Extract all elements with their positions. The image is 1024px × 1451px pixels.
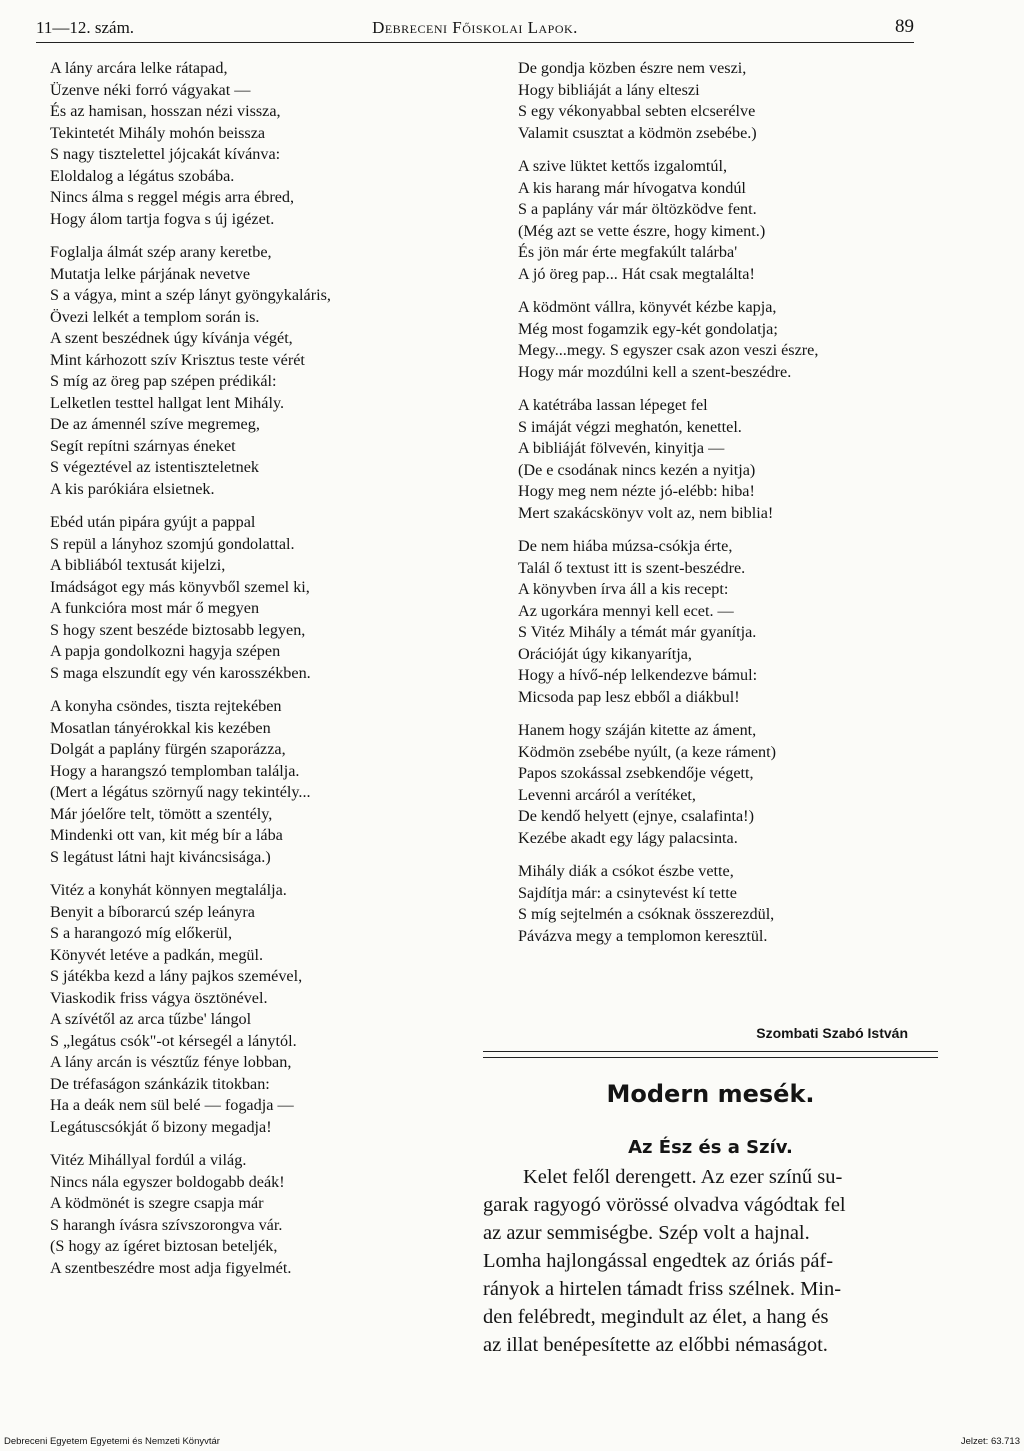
poem-line: Hogy bibliáját a lány elteszi <box>518 80 700 99</box>
poem-line: Talál ő textust itt is szent-beszédre. <box>518 558 746 577</box>
poem-line: Pávázva megy a templomon keresztül. <box>518 926 768 945</box>
page-number: 89 <box>895 16 914 37</box>
poem-line: Mosatlan tányérokkal kis kezében <box>50 718 271 737</box>
prose-line: rányok a hirtelen támadt friss szélnek. Min- <box>483 1278 842 1300</box>
poem-line: S a paplány vár már öltözködve fent. <box>518 200 757 218</box>
poem-line: Hogy a hívő-nép lelkendezve bámul: <box>518 666 758 684</box>
author-signature: Szombati Szabó István <box>756 1025 908 1041</box>
poem-line: És jön már érte megfakúlt talárba' <box>518 243 738 261</box>
poem-line: Üzenve néki forró vágyakat — <box>50 80 251 99</box>
poem-line: De gondja közben észre nem veszi, <box>518 59 747 77</box>
poem-stanza <box>50 512 470 684</box>
poem-line: De kendő helyett (ejnye, csalafinta!) <box>518 807 754 825</box>
poem-line: Lelketlen testtel hallgat lent Mihály. <box>50 393 285 412</box>
poem-line: A ködmönét is szegre csapja már <box>50 1194 264 1212</box>
poem-line: Ködmön zsebébe nyúlt, (a keze ráment) <box>518 742 776 761</box>
section-divider <box>483 1051 938 1058</box>
poem-line: Micsoda pap lesz ebből a diákbul! <box>518 687 740 706</box>
poem-line: S egy vékonyabbal sebten elcserélve <box>518 102 756 120</box>
prose-line: az illat benépesítette az előbbi némaságot. <box>483 1334 828 1356</box>
poem-line: Nincs álma s reggel mégis arra ébred, <box>50 188 295 206</box>
poem-line: Mert szakácskönyv volt az, nem biblia! <box>518 503 774 522</box>
poem-line: És az hamisan, hosszan nézi vissza, <box>50 102 281 120</box>
poem-line: S a harangozó míg előkerül, <box>50 924 233 942</box>
poem-line: Vitéz a konyhát könnyen megtalálja. <box>50 881 287 899</box>
poem-line: S maga elszundít egy vén karosszékben. <box>50 663 311 682</box>
journal-title: Debreceni Főiskolai Lapok. <box>372 18 578 37</box>
poem-line: A ködmönt vállra, könyvét kézbe kapja, <box>518 298 777 316</box>
poem-line: (Még azt se vette észre, hogy kiment.) <box>518 221 766 240</box>
poem-line: Megy...megy. S egyszer csak azon veszi észre, <box>518 341 819 359</box>
section-title: Modern mesék. <box>606 1080 815 1108</box>
poem-line: A lány arcára lelke rátapad, <box>50 59 228 77</box>
poem-stanza <box>50 696 470 868</box>
poem-line: Levenni arcáról a verítéket, <box>518 785 696 804</box>
page-header <box>36 12 914 43</box>
poem-line: Kezébe akadt egy lágy palacsinta. <box>518 828 738 847</box>
poem-line: Könyvét letéve a padkán, megül. <box>50 945 264 964</box>
poem-line: Legátuscsókját ő bizony megadja! <box>50 1117 272 1136</box>
library-credit: Debreceni Egyetem Egyetemi és Nemzeti Könyvtár <box>4 1436 220 1447</box>
prose-line: den felébredt, megindult az élet, a hang és <box>483 1306 829 1328</box>
poem-line: S Vitéz Mihály a témát már gyanítja. <box>518 623 757 641</box>
poem-line: S repül a lányhoz szomjú gondolattal. <box>50 534 295 553</box>
prose-line: Kelet felől derengett. Az ezer színű su- <box>523 1166 843 1188</box>
poem-stanza <box>518 156 938 285</box>
poem-line: A lány arcán is vésztűz fénye lobban, <box>50 1053 292 1071</box>
poem-line: S „legátus csók"-ot kérsegél a lánytól. <box>50 1031 297 1050</box>
poem-line: Az ugorkára mennyi kell ecet. — <box>518 601 734 620</box>
poem-line: De nem hiába múzsa-csókja érte, <box>518 537 733 555</box>
poem-line: Sajdítja már: a csinytevést kí tette <box>518 883 737 902</box>
poem-line: A szentbeszédre most adja figyelmét. <box>50 1258 292 1277</box>
poem-line: A könyvben írva áll a kis recept: <box>518 580 729 598</box>
prose-line: Lomha hajlongással engedtek az óriás páf- <box>483 1250 834 1272</box>
poem-line: A funkcióra most már ő megyen <box>50 599 260 617</box>
poem-line: Hogy már mozdúlni kell a szent-beszédre. <box>518 362 792 381</box>
poem-stanza <box>50 880 470 1138</box>
poem-line: Mutatja lelke párjának nevetve <box>50 264 251 283</box>
poem-line: A szent beszédnek úgy kívánja végét, <box>50 329 293 347</box>
poem-line: Mint kárhozott szív Krisztus teste vérét <box>50 350 305 369</box>
poem-line: A papja gondolkozni hagyja szépen <box>50 642 281 660</box>
poem-line: S nagy tisztelettel jójcakát kívánva: <box>50 145 281 163</box>
poem-line: A bibliáját fölvevén, kinyitja — <box>518 439 725 457</box>
poem-line: Eloldalog a légátus szobába. <box>50 166 235 185</box>
poem-line: Mihály diák a csókot észbe vette, <box>518 862 734 880</box>
left-poem-column <box>50 58 470 1291</box>
poem-line: Ebéd után pipára gyújt a pappal <box>50 513 256 531</box>
poem-line: Foglalja álmát szép arany keretbe, <box>50 243 272 261</box>
poem-line: A jó öreg pap... Hát csak megtalálta! <box>518 264 755 283</box>
poem-stanza <box>50 1150 470 1279</box>
poem-line: Mindenki ott van, kit még bír a lába <box>50 826 283 844</box>
poem-line: Imádságot egy más könyvből szemel ki, <box>50 577 310 596</box>
poem-line: S harangh ívásra szívszorongva vár. <box>50 1215 283 1234</box>
poem-line: S míg az öreg pap szépen prédikál: <box>50 372 277 390</box>
poem-line: S végeztével az istentiszteletnek <box>50 458 259 476</box>
poem-line: Viaskodik friss vágya ösztönével. <box>50 988 268 1007</box>
right-poem-column <box>518 58 938 959</box>
poem-line: S hogy szent beszéde biztosabb legyen, <box>50 620 306 639</box>
poem-stanza <box>518 297 938 383</box>
poem-stanza <box>518 861 938 947</box>
poem-line: S játékba kezd a lány pajkos szemével, <box>50 967 303 985</box>
issue-number: 11—12. szám. <box>36 18 135 37</box>
poem-line: A szive lüktet kettős izgalomtúl, <box>518 157 728 175</box>
poem-line: Hogy meg nem nézte jó-elébb: hiba! <box>518 482 755 500</box>
poem-line: Segít repítni szárnyas éneket <box>50 436 236 455</box>
poem-line: Dolgát a paplány fürgén szaporázza, <box>50 740 286 758</box>
poem-line: (S hogy az ígéret biztosan beteljék, <box>50 1237 278 1255</box>
poem-stanza <box>518 536 938 708</box>
story-text <box>483 1163 933 1359</box>
poem-line: De tréfaságon szánkázik titokban: <box>50 1074 270 1093</box>
poem-line: (De e csodának nincs kezén a nyitja) <box>518 460 756 479</box>
poem-line: Nincs nála egyszer boldogabb deák! <box>50 1172 285 1191</box>
poem-line: A szívétől az arca tűzbe' lángol <box>50 1010 252 1028</box>
story-title: Az Ész és a Szív. <box>628 1137 793 1158</box>
poem-line: Már jóelőre telt, tömött a szentély, <box>50 804 273 823</box>
poem-line: Hogy a harangszó templomban találja. <box>50 761 300 780</box>
poem-line: A konyha csöndes, tiszta rejtekében <box>50 697 282 715</box>
poem-line: Hanem hogy száján kitette az áment, <box>518 721 757 739</box>
poem-line: Tekintetét Mihály mohón beissza <box>50 123 266 142</box>
prose-line: az azur semmiségbe. Szép volt a hajnal. <box>483 1222 810 1244</box>
poem-line: A kis harang már hívogatva kondúl <box>518 178 746 197</box>
poem-line: (Mert a légátus szörnyű nagy tekintély... <box>50 783 311 801</box>
poem-stanza <box>518 720 938 849</box>
poem-line: Ha a deák nem sül belé — fogadja — <box>50 1096 294 1114</box>
poem-stanza <box>50 242 470 500</box>
poem-line: Hogy álom tartja fogva s új igézet. <box>50 209 275 228</box>
shelfmark: Jelzet: 63.713 <box>960 1436 1020 1447</box>
poem-line: A kis parókiára elsietnek. <box>50 479 215 498</box>
poem-line: Benyit a bíborarcú szép leányra <box>50 902 255 921</box>
poem-line: Még most fogamzik egy-két gondolatja; <box>518 319 778 338</box>
poem-line: S a vágya, mint a szép lányt gyöngykaláris, <box>50 286 331 304</box>
poem-stanza <box>518 58 938 144</box>
poem-line: Vitéz Mihállyal fordúl a világ. <box>50 1151 247 1169</box>
poem-line: Valamit csusztat a ködmön zsebébe.) <box>518 123 757 142</box>
poem-line: De az ámennél szíve megremeg, <box>50 415 260 433</box>
poem-line: A katétrába lassan lépeget fel <box>518 396 708 414</box>
poem-line: S míg sejtelmén a csóknak összerezdül, <box>518 905 775 923</box>
poem-stanza <box>518 395 938 524</box>
poem-line: Övezi lelkét a templom során is. <box>50 307 260 326</box>
poem-line: S legátust látni hajt kiváncsisága.) <box>50 847 271 866</box>
poem-line: S imáját végzi meghatón, kenettel. <box>518 417 742 436</box>
prose-line: garak ragyogó vörössé olvadva vágódtak fel <box>483 1194 846 1216</box>
poem-stanza <box>50 58 470 230</box>
poem-line: Orációját úgy kikanyarítja, <box>518 644 692 663</box>
poem-line: A bibliából textusát kijelzi, <box>50 556 226 574</box>
poem-line: Papos szokással zsebkendője végett, <box>518 764 754 782</box>
